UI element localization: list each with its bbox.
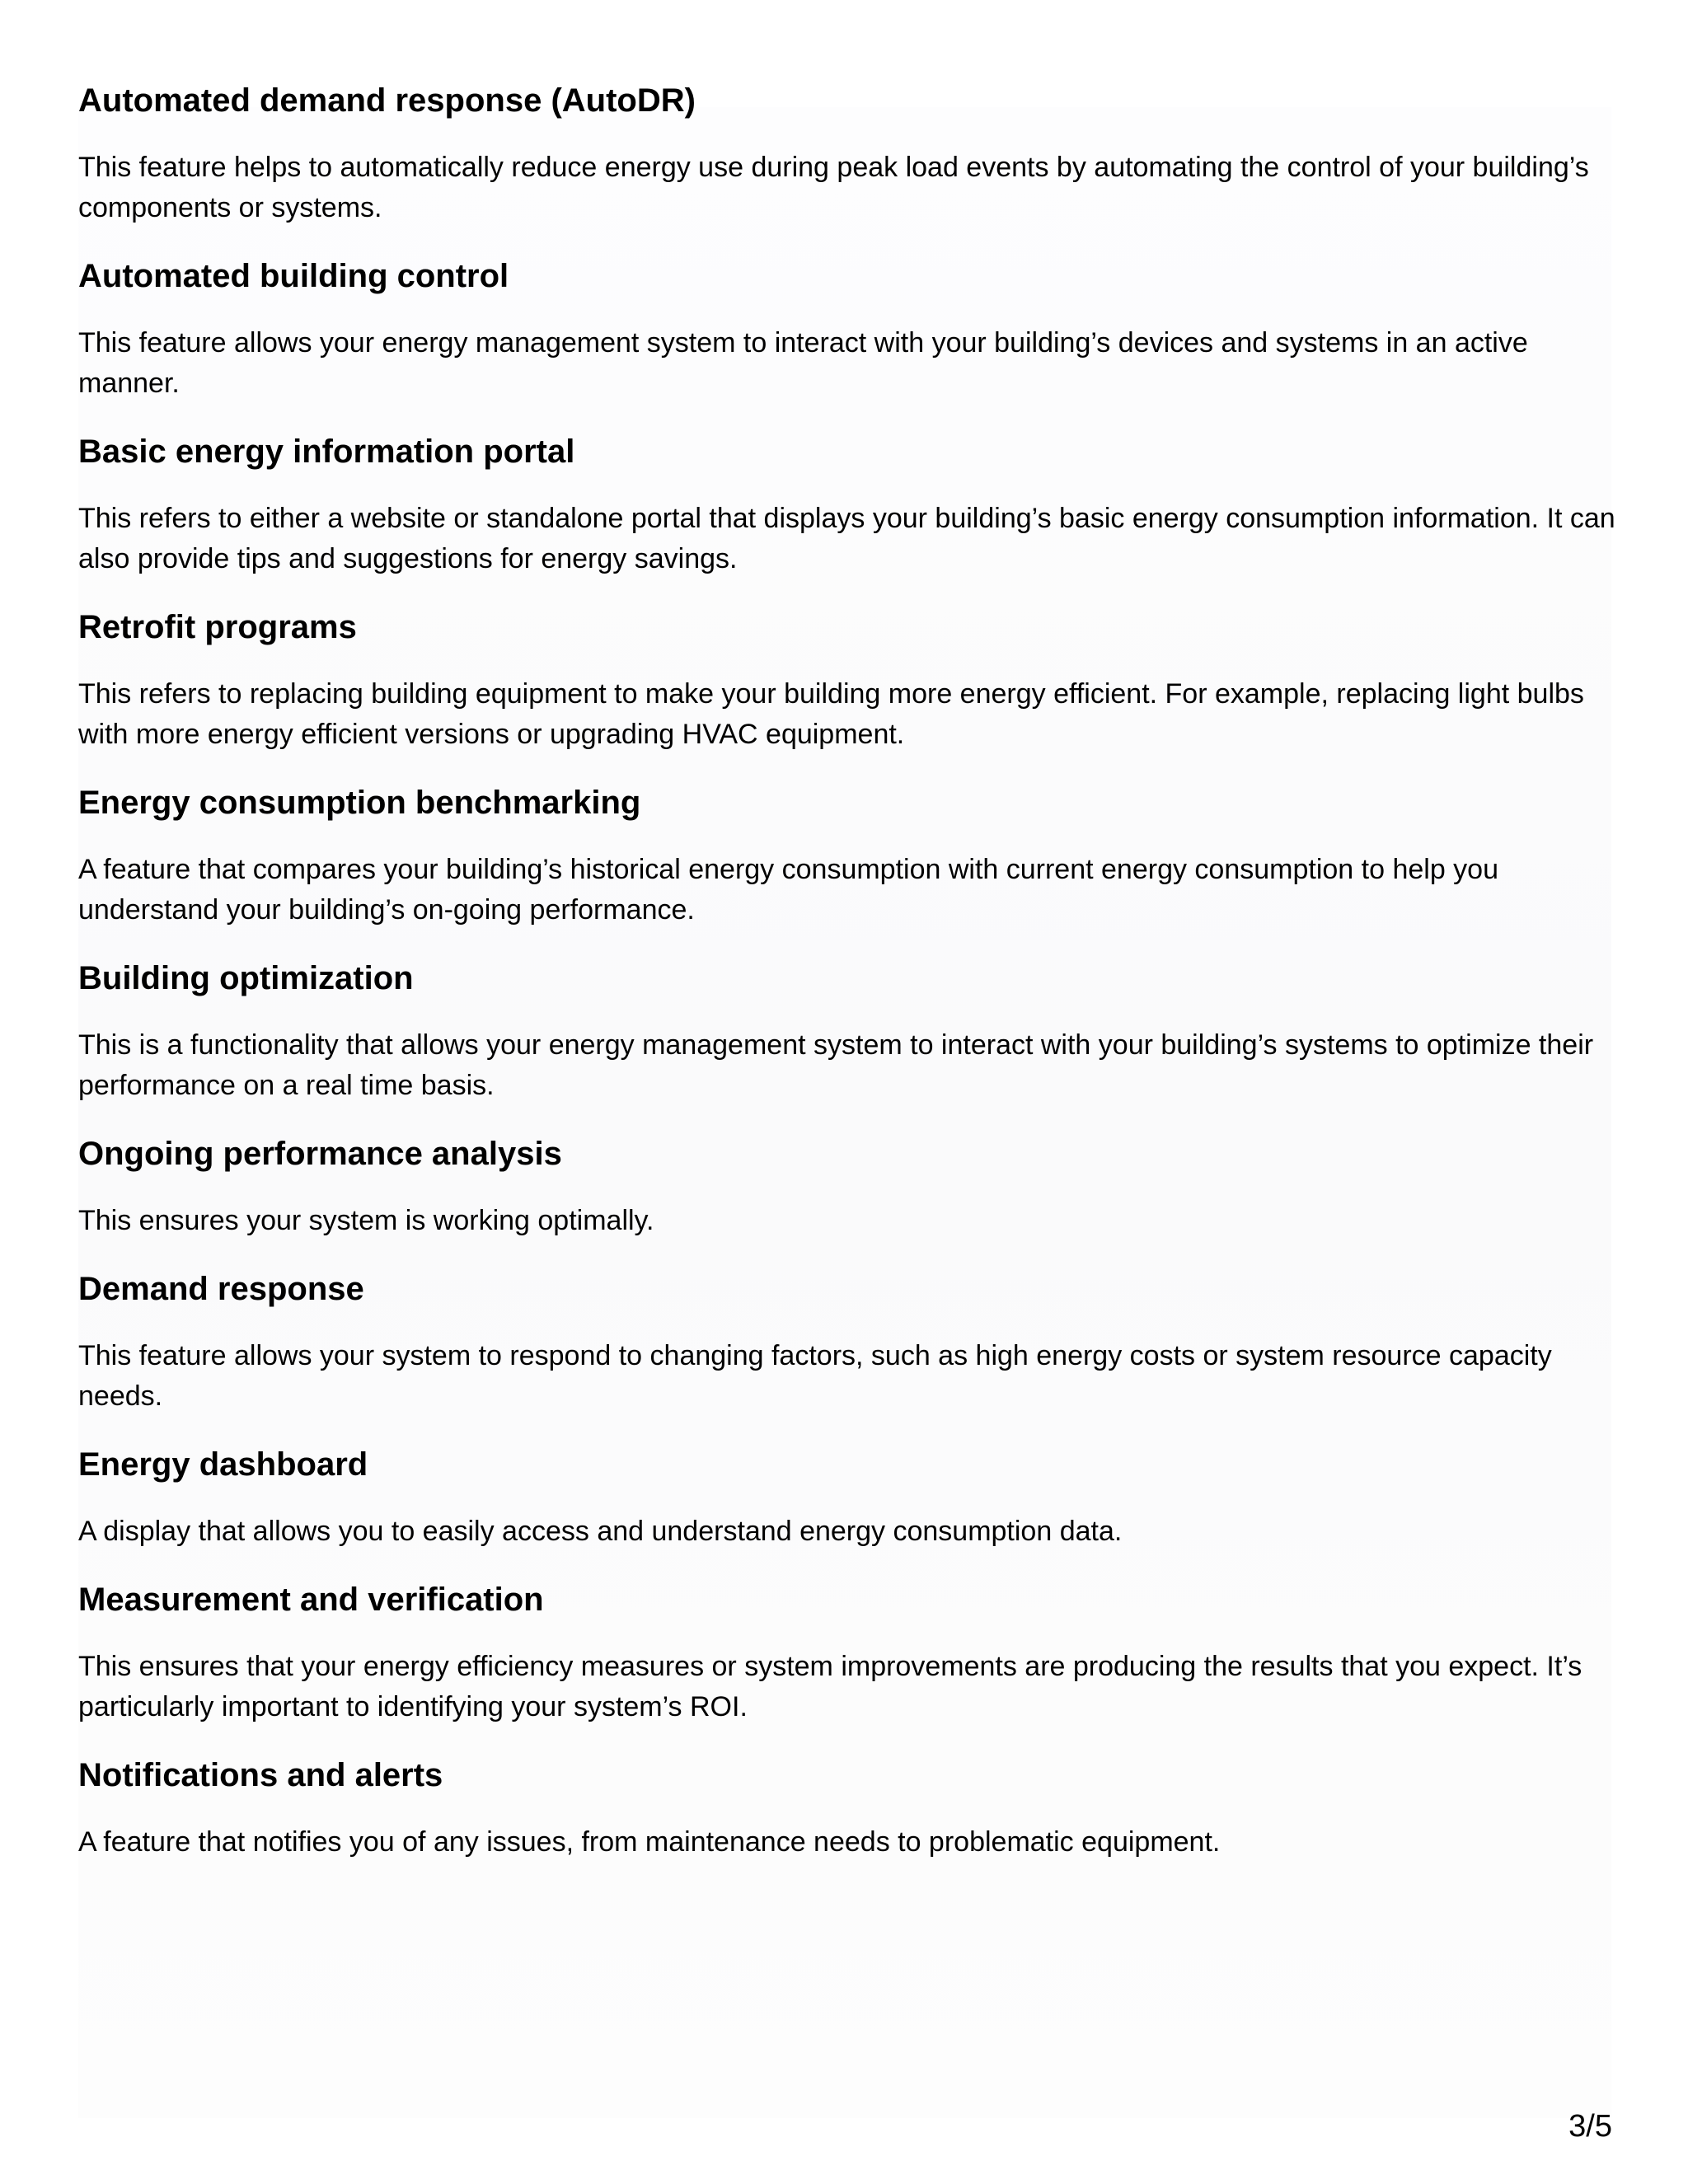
section-heading: Building optimization xyxy=(78,960,414,996)
section-notifications-alerts xyxy=(78,1750,1628,1863)
section-basic-energy-portal xyxy=(78,427,1628,579)
section-building-optimization xyxy=(78,954,1628,1106)
section-autodr xyxy=(78,76,1628,228)
page-number: 3/5 xyxy=(1568,2109,1612,2144)
section-measurement-verification xyxy=(78,1575,1628,1727)
section-heading: Automated demand response (AutoDR) xyxy=(78,82,696,119)
section-energy-benchmarking xyxy=(78,778,1628,930)
section-heading: Automated building control xyxy=(78,258,509,294)
section-body: This refers to replacing building equipment to make your building more energy efficient. For example, replacing light bulbs with more energy efficient versions or upgrading HVAC equipment. xyxy=(78,678,1584,750)
section-automated-building-control xyxy=(78,251,1628,404)
section-heading: Measurement and verification xyxy=(78,1582,544,1618)
section-heading: Energy dashboard xyxy=(78,1446,368,1483)
section-body: This refers to either a website or standalone portal that displays your building’s basic energy consumption information. It can also provide tips and suggestions for energy savings. xyxy=(78,503,1615,574)
section-body: A display that allows you to easily access and understand energy consumption data. xyxy=(78,1516,1123,1547)
document-content xyxy=(78,76,1628,1886)
section-demand-response xyxy=(78,1264,1628,1417)
section-body: This ensures that your energy efficiency measures or system improvements are producing the results that you expect. It’s particularly important to identifying your system’s ROI. xyxy=(78,1651,1582,1722)
section-ongoing-performance xyxy=(78,1129,1628,1241)
section-body: This feature allows your energy management system to interact with your building’s devices and systems in an active manner. xyxy=(78,327,1528,399)
section-body: This feature allows your system to respond to changing factors, such as high energy costs or system resource capacity needs. xyxy=(78,1340,1552,1412)
section-heading: Notifications and alerts xyxy=(78,1757,443,1793)
section-body: A feature that notifies you of any issues, from maintenance needs to problematic equipment. xyxy=(78,1826,1221,1858)
section-energy-dashboard xyxy=(78,1440,1628,1552)
section-body: This is a functionality that allows your energy management system to interact with your building’s systems to optimize their performance on a real time basis. xyxy=(78,1029,1594,1101)
section-body: This feature helps to automatically reduce energy use during peak load events by automating the control of your building’s components or systems. xyxy=(78,152,1589,223)
section-heading: Retrofit programs xyxy=(78,609,357,645)
section-body: A feature that compares your building’s historical energy consumption with current energy consumption to help you understand your building’s on-going performance. xyxy=(78,854,1498,926)
section-heading: Basic energy information portal xyxy=(78,434,575,470)
section-heading: Demand response xyxy=(78,1271,364,1307)
section-heading: Ongoing performance analysis xyxy=(78,1136,562,1172)
section-retrofit-programs xyxy=(78,602,1628,755)
section-heading: Energy consumption benchmarking xyxy=(78,785,641,821)
section-body: This ensures your system is working optimally. xyxy=(78,1205,654,1236)
